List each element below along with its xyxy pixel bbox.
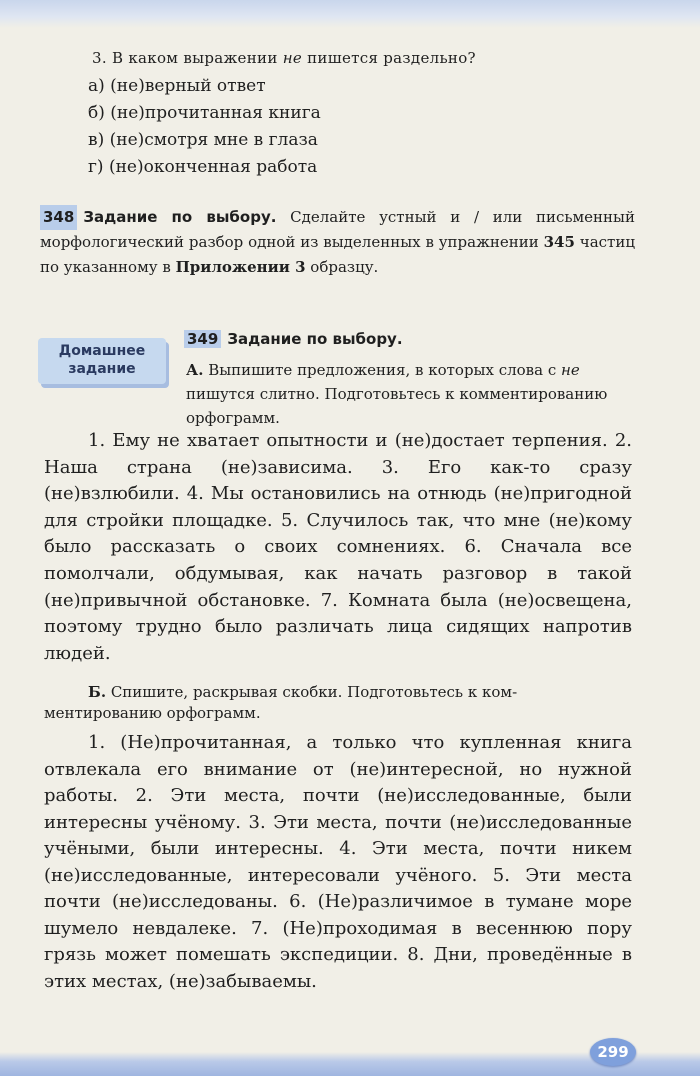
part-a-instructions: А. Выпишите предложения, в которых слова с не пишутся слитно. Подготовьтесь к комментированию орфограмм.: [186, 361, 608, 427]
answer-option-a: а) (не)верный ответ: [88, 76, 266, 96]
exercise-348: 348 Задание по выбору. Сделайте устный и / или письменный морфологический разбор одной из выделенных в упражнении 345 частиц по указанному в Приложении 3 образцу.: [40, 205, 635, 280]
exercise-number: 348: [40, 205, 77, 230]
exercise-number: 349: [184, 330, 221, 348]
answer-option-c: в) (не)смотря мне в глаза: [88, 130, 318, 150]
part-b-sentences: 1. (Не)прочитанная, а только что купленная книга отвлекала его внимание от (не)интересной, но нужной работы. 2. Эти места, почти (не)исследованные, были интересны учёному. 3. Эти места, почти (не)исследованные учёными, были интересны. 4. Эти места, почти никем (не)исследованные, интересовали учёного. 5. Эти места почти (не)исследованы. 6. (Не)различимое в тумане море шумело невдалеке. 7. (Не)проходимая в весеннюю пору грязь может помешать экспедиции. 8. Дни, проведённые в этих местах, (не)забываемы.: [44, 732, 632, 992]
part-b-instructions-line2: ментированию орфограмм.: [44, 704, 261, 722]
exercise-349-heading: 349 Задание по выбору.: [184, 330, 403, 348]
question-3-title: 3. В каком выражении не пишется раздельно?: [92, 49, 476, 67]
homework-badge: Домашнее задание: [38, 338, 166, 384]
page-number: 299: [590, 1038, 636, 1066]
part-b-instructions: Б. Спишите, раскрывая скобки. Подготовьтесь к ком-: [88, 683, 518, 701]
answer-option-d: г) (не)оконченная работа: [88, 157, 318, 177]
top-decor-band: [0, 0, 700, 28]
answer-option-b: б) (не)прочитанная книга: [88, 103, 321, 123]
part-a-sentences: 1. Ему не хватает опытности и (не)достает терпения. 2. Наша страна (не)зависима. 3. Его как-то сразу (не)взлюбили. 4. Мы остановились на отнюдь (не)пригодной для стройки площадке. 5. Случилось так, что мне (не)кому было рассказать о своих сомнениях. 6. Сначала все помолчали, обдумывая, как начать разговор в такой (не)привычной обстановке. 7. Комната была (не)освещена, поэтому трудно было различать лица сидящих напротив людей.: [44, 430, 632, 664]
